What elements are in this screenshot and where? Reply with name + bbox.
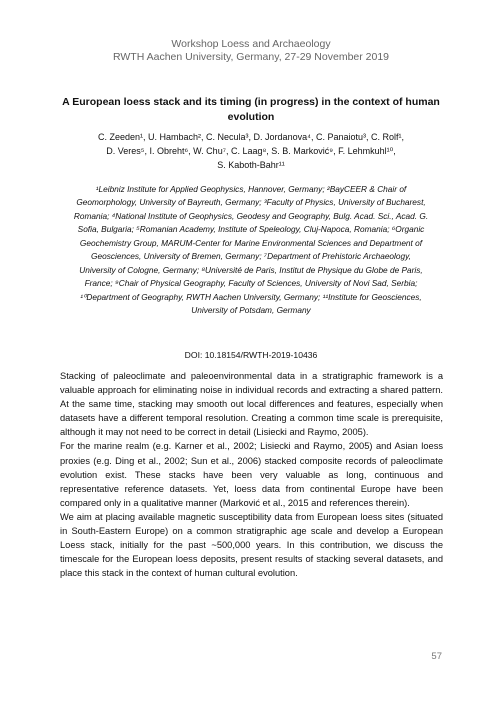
affiliations: ¹Leibniz Institute for Applied Geophysics, Hannover, Germany; ²BayCEER & Chair of Geomorphology, University of Bayreuth, Germany; ³Faculty of Physics, University of Bucharest, Romania; ⁴National Institute of Geophysics, Geodesy and Geography, Bulg. Acad. Sci., Acad. G. Sofia, Bulgaria; ⁵Romanian Academy, Institute of Speleology, Cluj-Napoca, Romania; ⁶Organic Geochemistry Group, MARUM-Center for Marine Environmental Sciences and Department of Geosciences, University of Bremen, Germany; ⁷Department of Prehistoric Archaeology, University of Cologne, Germany; ⁸Université de Paris, Institut de Physique du Globe de Paris, France; ⁹Chair of Physical Geography, Faculty of Sciences, University of Novi Sad, Serbia; ¹⁰Department of Geography, RWTH Aachen University, Germany; ¹¹Institute for Geosciences, University of Potsdam, Germany <box>73 184 429 316</box>
author-line: C. Zeeden¹, U. Hambach², C. Necula³, D. Jordanova⁴, C. Panaiotu³, C. Rolf¹, <box>98 132 404 142</box>
paragraph: We aim at placing available magnetic susceptibility data from European loess sites (situated in South-Eastern Europe) on a common stratigraphic age scale and develop a European Loess stack, initially for the past ~500,000 years. In this contribution, we discuss the timescale for the European loess deposits, present results of stacking several datasets, and place this stack in the context of human cultural evolution. <box>60 511 443 579</box>
author-line: S. Kaboth-Bahr¹¹ <box>217 160 285 170</box>
running-header-line-1: Workshop Loess and Archaeology <box>171 38 331 50</box>
paragraph: Stacking of paleoclimate and paleoenvironmental data in a stratigraphic framework is a valuable approach for eliminating noise in individual records and extracting a shared pattern. At the same time, stacking may smooth out local differences and features, especially when datasets have a different temporal resolution. Creating a common time scale is prerequisite, although it may not need to be correct in detail (Lisiecki and Raymo, 2005). <box>60 371 443 438</box>
paper-title: A European loess stack and its timing (in progress) in the context of human evolution <box>62 96 440 123</box>
author-list <box>55 130 447 172</box>
author-line: D. Veres⁵, I. Obreht⁶, W. Chu⁷, C. Laag⁸, S. B. Marković⁹, F. Lehmkuhl¹⁰, <box>106 146 396 156</box>
abstract-body <box>60 369 443 580</box>
running-header-line-2: RWTH Aachen University, Germany, 27-29 November 2019 <box>112 51 390 63</box>
paragraph: For the marine realm (e.g. Karner et al., 2002; Lisiecki and Raymo, 2005) and Asian loess proxies (e.g. Ding et al., 2002; Sun et al., 2006) stacked composite records of paleoclimate evolution exist. These stacks have been very valuable as long, continuous and representative reference datasets. Yet, loess data from continental Europe have been compared only in a qualitative manner (Marković et al., 2015 and references therein). <box>60 441 443 508</box>
page-number: 57 <box>431 651 442 662</box>
doi: DOI: 10.18154/RWTH-2019-10436 <box>184 350 318 360</box>
